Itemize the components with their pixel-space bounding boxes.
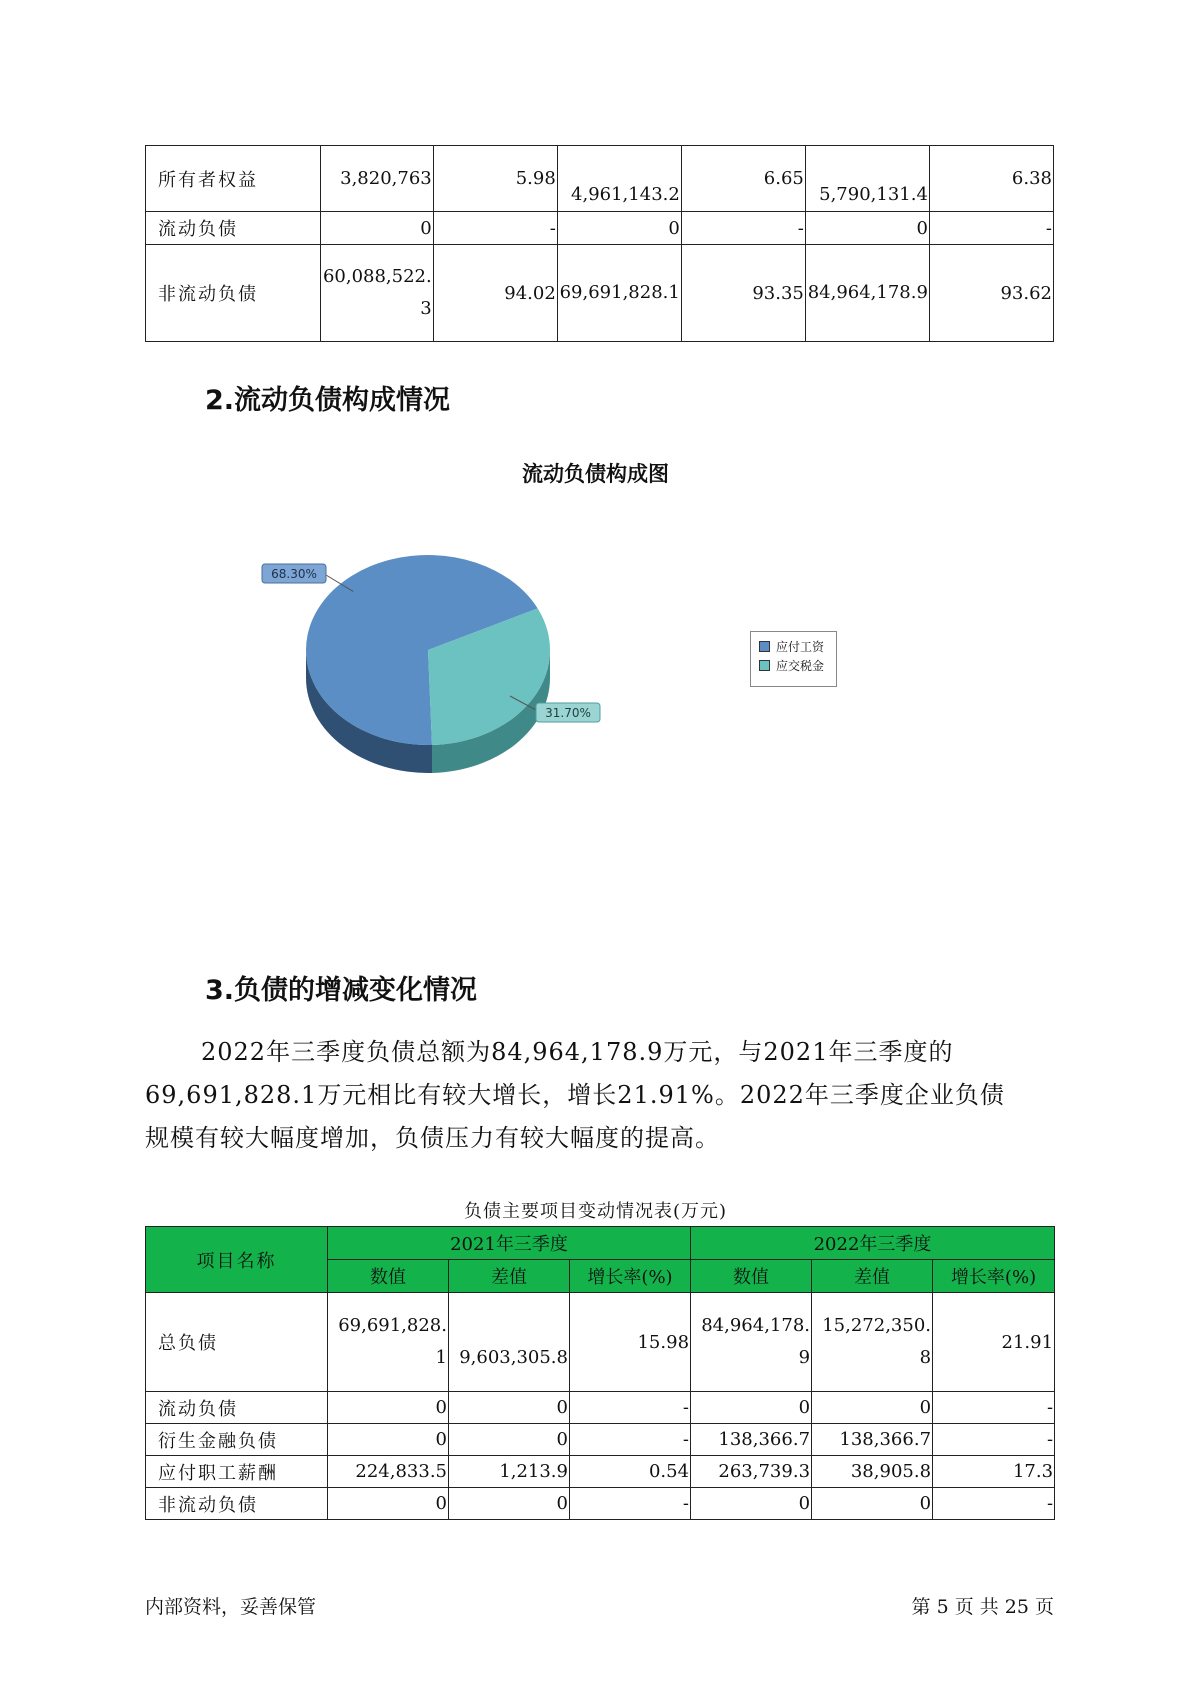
- cell: 1,213.9: [449, 1456, 570, 1488]
- cell: 17.3: [933, 1456, 1055, 1488]
- table-row: [146, 1456, 1055, 1488]
- cell: 3,820,763: [320, 146, 433, 212]
- header-item-name: 项目名称: [146, 1227, 328, 1293]
- cell: 4,961,143.2: [557, 146, 681, 212]
- header-cell: 数值: [691, 1260, 812, 1293]
- data-label-wages: 68.30%: [271, 567, 317, 581]
- table-row: [146, 1488, 1055, 1520]
- table-row: [146, 1392, 1055, 1424]
- row-label: 衍生金融负债: [146, 1424, 328, 1456]
- legend-item: [759, 656, 836, 675]
- row-label: 流动负债: [146, 212, 321, 245]
- cell: -: [929, 212, 1053, 245]
- cell: 84,964,178.9: [805, 245, 929, 342]
- cell: 0: [557, 212, 681, 245]
- table-row: [146, 1424, 1055, 1456]
- page-number: 第 5 页 共 25 页: [911, 1596, 1054, 1618]
- header-cell: 数值: [328, 1260, 449, 1293]
- cell: -: [433, 212, 557, 245]
- cell: 224,833.5: [328, 1456, 449, 1488]
- section2-heading: 2.流动负债构成情况: [205, 385, 451, 416]
- legend-swatch: [759, 660, 770, 671]
- header-cell: 差值: [812, 1260, 933, 1293]
- section3-heading: 3.负债的增减变化情况: [205, 975, 478, 1006]
- cell: 0: [812, 1488, 933, 1520]
- legend-item: [759, 637, 836, 656]
- header-year1: 2021年三季度: [328, 1227, 691, 1260]
- chart-legend: [750, 631, 837, 687]
- cell: -: [681, 212, 805, 245]
- cell: 0: [691, 1392, 812, 1424]
- paragraph-line: 规模有较大幅度增加，负债压力有较大幅度的提高。: [145, 1124, 720, 1152]
- header-cell: 差值: [449, 1260, 570, 1293]
- cell: 0: [691, 1488, 812, 1520]
- cell: 0: [449, 1488, 570, 1520]
- cell: 0: [449, 1392, 570, 1424]
- cell: 0: [805, 212, 929, 245]
- cell: 69,691,828.1: [328, 1293, 449, 1392]
- cell: -: [933, 1488, 1055, 1520]
- cell: 84,964,178.9: [691, 1293, 812, 1392]
- cell: -: [933, 1424, 1055, 1456]
- cell: -: [933, 1392, 1055, 1424]
- chart-title: 流动负债构成图: [522, 462, 669, 486]
- cell: 94.02: [433, 245, 557, 342]
- cell: 138,366.7: [812, 1424, 933, 1456]
- row-label: 非流动负债: [146, 1488, 328, 1520]
- cell: 93.62: [929, 245, 1053, 342]
- legend-label: 应付工资: [776, 640, 825, 654]
- row-label: 所有者权益: [146, 146, 321, 212]
- header-year2: 2022年三季度: [691, 1227, 1055, 1260]
- cell: 15.98: [570, 1293, 691, 1392]
- footer-note: 内部资料，妥善保管: [145, 1596, 317, 1618]
- cell: -: [570, 1392, 691, 1424]
- cell: 21.91: [933, 1293, 1055, 1392]
- cell: -: [570, 1424, 691, 1456]
- cell: 15,272,350.8: [812, 1293, 933, 1392]
- header-cell: 增长率(%): [570, 1260, 691, 1293]
- table-title: 负债主要项目变动情况表(万元): [463, 1201, 728, 1222]
- cell: 60,088,522.3: [320, 245, 433, 342]
- cell: 0: [320, 212, 433, 245]
- cell: 69,691,828.1: [557, 245, 681, 342]
- cell: 0: [812, 1392, 933, 1424]
- liability-change-table: [145, 1226, 1055, 1520]
- cell: 5.98: [433, 146, 557, 212]
- cell: 138,366.7: [691, 1424, 812, 1456]
- legend-swatch: [759, 641, 770, 652]
- cell: 38,905.8: [812, 1456, 933, 1488]
- cell: 93.35: [681, 245, 805, 342]
- paragraph-line: 2022年三季度负债总额为84,964,178.9万元，与2021年三季度的: [201, 1038, 954, 1066]
- cell: 9,603,305.8: [449, 1293, 570, 1392]
- row-label: 非流动负债: [146, 245, 321, 342]
- cell: 0: [328, 1488, 449, 1520]
- row-label: 应付职工薪酬: [146, 1456, 328, 1488]
- cell: 0.54: [570, 1456, 691, 1488]
- paragraph-line: 69,691,828.1万元相比有较大增长，增长21.91%。2022年三季度企业负债: [145, 1081, 1005, 1109]
- legend-label: 应交税金: [776, 659, 825, 673]
- header-cell: 增长率(%): [933, 1260, 1055, 1293]
- cell: 6.38: [929, 146, 1053, 212]
- cell: 0: [328, 1392, 449, 1424]
- cell: 6.65: [681, 146, 805, 212]
- cell: 0: [328, 1424, 449, 1456]
- data-label-tax: 31.70%: [545, 706, 591, 720]
- row-label: 流动负债: [146, 1392, 328, 1424]
- table-header-row: [146, 1227, 1055, 1260]
- cell: -: [570, 1488, 691, 1520]
- cell: 5,790,131.4: [805, 146, 929, 212]
- table-row: [146, 1293, 1055, 1392]
- cell: 0: [449, 1424, 570, 1456]
- row-label: 总负债: [146, 1293, 328, 1392]
- cell: 263,739.3: [691, 1456, 812, 1488]
